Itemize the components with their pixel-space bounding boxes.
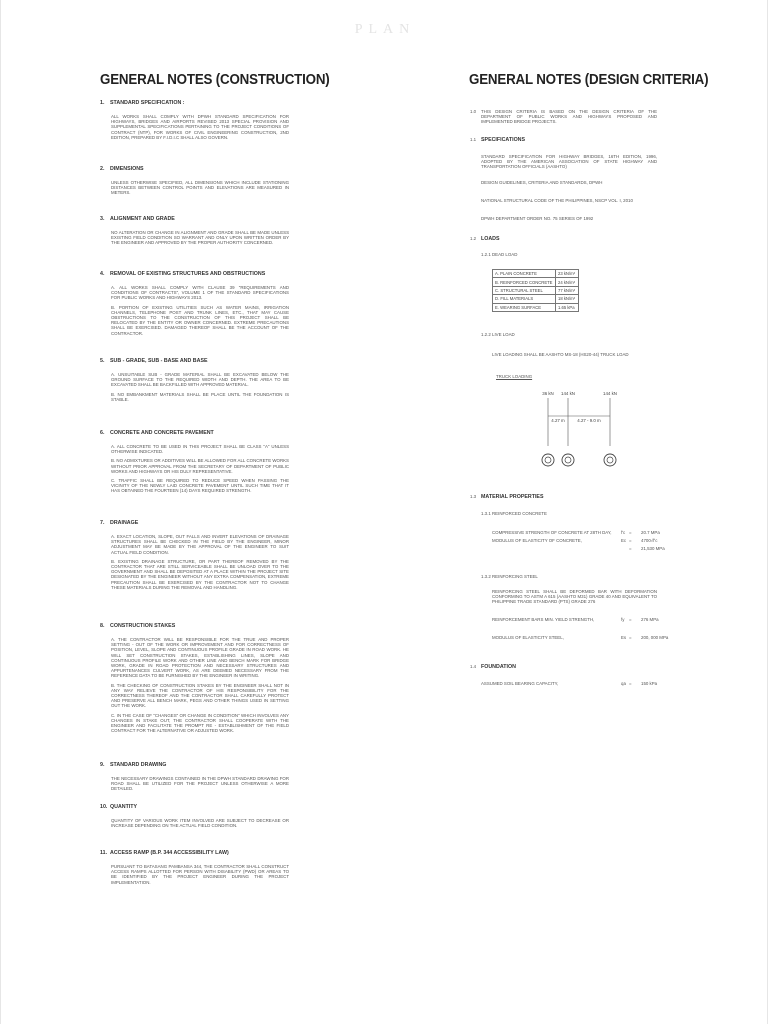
spec-item: DESIGN GUIDELINES, CRITERIA AND STANDARDS, DPWH xyxy=(481,180,603,185)
dead-load-num: 1.2.1 xyxy=(481,252,491,257)
construction-section-body xyxy=(111,180,289,200)
property-symbol: fy xyxy=(621,617,625,622)
material-properties-heading: MATERIAL PROPERTIES xyxy=(481,494,544,500)
dead-load-row xyxy=(493,270,579,278)
construction-section-body xyxy=(111,285,289,340)
section-paragraph: B. THE CHECKING OF CONSTRUCTION STAKES BY THE ENGINEER SHALL NOT IN ANY WAY RELIEVE THE CONTRACTOR OF HIS RESPONSIBILITY FOR THE CORRECTNESS THEREOF AND THE CONTRACTOR SHALL CAREFULLY PROTECT AND PRESERVE ALL BENCH MARK, PEGS AND OTHER THINGS USED IN SETTING OUT THE WORK. xyxy=(111,682,289,709)
construction-section-body xyxy=(111,637,289,737)
property-equals: = xyxy=(629,617,632,622)
plan-stamp: PLAN xyxy=(354,22,416,37)
axle-load-label: 144 kN xyxy=(561,391,575,396)
property-value: 276 MPa xyxy=(641,617,659,622)
construction-section-body xyxy=(111,534,289,594)
construction-section-heading xyxy=(100,216,175,222)
construction-section-body xyxy=(111,114,289,144)
section-title: CONSTRUCTION STAKES xyxy=(110,623,176,629)
criteria-1-1-num: 1.1 xyxy=(470,137,477,142)
section-number: 7. xyxy=(100,520,105,526)
design-criteria-column xyxy=(469,72,709,88)
truck-loading-diagram xyxy=(496,386,646,472)
axle-load-label: 144 kN xyxy=(603,391,617,396)
property-label: COMPRESSIVE STRENGTH OF CONCRETE AT 28TH DAY, xyxy=(492,530,612,535)
section-title: DIMENSIONS xyxy=(110,166,144,172)
dead-load-material: D. FILL MATERIALS xyxy=(493,295,556,303)
dead-load-value: 18 kN/m³ xyxy=(556,295,579,303)
dead-load-value: 23 kN/m³ xyxy=(556,270,579,278)
section-paragraph: A. ALL WORKS SHALL COMPLY WITH CLAUSE 39 "REQUIREMENTS AND CONDITIONS OF CONTRACTS", VOLUME 1 OF THE STANDARD SPECIFICATIONS FOR PUBLIC WORKS AND HIGHWAYS 2013. xyxy=(111,285,289,301)
construction-section-heading xyxy=(100,100,185,106)
dead-load-material: E. WEARING SURFACE xyxy=(493,303,556,311)
design-criteria-title: GENERAL NOTES (DESIGN CRITERIA) xyxy=(469,72,709,88)
section-number: 10. xyxy=(100,804,108,810)
property-symbol: f'c xyxy=(621,530,626,535)
construction-section-heading xyxy=(100,430,214,436)
steel-text: REINFORCING STEEL SHALL BE DEFORMED BAR WITH DEFORMATION CONFORMING TO ASTM A 615 (AASHTO M31) GRADE 40 AND EQUIVALENT TO PHILIPPINE TRADE STANDARD (PTS) GRADE 276 xyxy=(492,589,657,605)
construction-section-heading xyxy=(100,358,208,364)
section-number: 8. xyxy=(100,623,105,629)
section-paragraph: UNLESS OTHERWISE SPECIFIED, ALL DIMENSIONS WHICH INCLUDE STATIONING DISTANCES BETWEEN CONTROL POINTS AND ELEVATIONS ARE MEASURED IN METERS. xyxy=(111,180,289,196)
spec-item: NATIONAL STRUCTURAL CODE OF THE PHILIPPINES, NSCP VOL. I, 2010 xyxy=(481,198,633,203)
truck-loading-label: TRUCK LOADING xyxy=(496,374,533,379)
steel-label: REINFORCING STEEL xyxy=(492,574,538,579)
axle-spacing-label: 4.27 m xyxy=(551,418,565,423)
section-paragraph: ALL WORKS SHALL COMPLY WITH DPWH STANDARD SPECIFICATION FOR HIGHWAYS, BRIDGES AND AIRPORTS REVISED 2013 SPECIAL PROVISION AND SUPPLEMENTAL SPECIFICATIONS PERTAINING TO THE PROJECT CONDITIONS OF CONTRACT (NTP), FOR WORKS OF CIVIL ENGINEERING CONSTRUCTION, 2ND EDITION, PREPARED BY F.I.D.I.C SHALL ALSO GOVERN. xyxy=(111,114,289,140)
dead-load-row xyxy=(493,286,579,294)
section-paragraph: B. PORTION OF EXISTING UTILITIES SUCH AS WATER MAINS, IRRIGATION CHANNELS, TELEPHONE POST AND TRUNK LINES, ETC., THAT MAY CAUSE OBSTRUCTIONS TO THE CONSTRUCTION OF THIS PROJECT SHALL BE RELOCATED BY THE ENTITY OR OWNER CONCERNED. EXTREME PRECAUTIONS SHALL BE EXERCISED. DAMAGED THEREOF SHALL BE THE ACCOUNT OF THE CONTRACTOR. xyxy=(111,304,289,336)
criteria-1-2-num: 1.2 xyxy=(470,236,477,241)
section-title: CONCRETE AND CONCRETE PAVEMENT xyxy=(110,430,214,436)
construction-section-body xyxy=(111,818,289,832)
property-label: MODULUS OF ELASTICITY OF CONCRETE, xyxy=(492,538,582,543)
section-number: 2. xyxy=(100,166,105,172)
property-equals: = xyxy=(629,635,632,640)
section-paragraph: A. THE CONTRACTOR WILL BE RESPONSIBLE FOR THE TRUE AND PROPER SETTING - OUT OF THE WORK OR IMPROVEMENT AND FOR CORRECTNESS OF POSITION, LEVEL, SLOPE AND CONTINUOUS PROFILE GRADE IN ROAD WORK. HE WILL SET CONSTRUCTION STAKES, ESTABLISHING LINES, SLOPE AND CONTINUOUS PROFILE WORK AND OTHER LINE AND BENCH MARK FOR BRIDGE WORK, GRADE IN ROAD PROTECTION AND NECESSARY STRUCTURES AND APPURTENANCES CULVERT WORK, AS ARE DEEMED NECESSARY FROM THE REFERENCE DATA TO BE FURNISHED BY THE ENGINEER IN WRITING. xyxy=(111,637,289,679)
construction-section-heading xyxy=(100,804,137,810)
criteria-1-0-text: THIS DESIGN CRITERIA IS BASED ON THE DESIGN CRITERIA OF THE DEPARTMENT OF PUBLIC WORKS AND HIGHWAYS PROPOSED AND IMPLEMENTED BRIDGE PROJECTS. xyxy=(481,109,657,125)
construction-section-body xyxy=(111,864,289,889)
truck-wheel xyxy=(604,454,616,466)
foundation-heading: FOUNDATION xyxy=(481,664,516,670)
section-paragraph: A. ALL CONCRETE TO BE USED IN THIS PROJECT SHALL BE CLASS "A" UNLESS OTHERWISE INDICATED. xyxy=(111,444,289,455)
section-paragraph: B. EXISTING DRAINAGE STRUCTURE, OR PART THEREOF REMOVED BY THE CONTRACTOR THAT ARE STILL SERVICEABLE SHALL BE UNLOAD OVER TO THE GOVERNMENT AND SHALL BE DEPOSITED AT A PLACE WITHIN THE PROJECT SITE DESIGNATED BY THE ENGINEER WITHOUT ANY EXTRA COMPENSATION, EXTREME PRECAUTION SHALL BE EXERCISED BY THE CONTRACTOR NOT TO CHANGE THESE MATERIALS DURING THE REMOVAL AND HANDLING. xyxy=(111,558,289,590)
section-title: ACCESS RAMP (B.P. 344 ACCESSIBILITY LAW) xyxy=(110,850,229,856)
construction-section-heading xyxy=(100,850,229,856)
property-equals: = xyxy=(629,546,632,551)
dead-load-material: A. PLAIN CONCRETE xyxy=(493,270,556,278)
section-title: REMOVAL OF EXISTING STRUCTURES AND OBSTRUCTIONS xyxy=(110,271,266,277)
dead-load-value: 24 kN/m³ xyxy=(556,278,579,286)
section-paragraph: C. TRAFFIC SHALL BE REQUIRED TO REDUCE SPEED WHEN PASSING THE VICINITY OF THE NEWLY LAID CONCRETE PAVEMENT UNTIL SUCH TIME THAT IT HAS OBTAINED THE FOURTEEN (14) DAYS REQUIRED STRENGTH. xyxy=(111,478,289,494)
dead-load-row xyxy=(493,303,579,311)
spec-item: STANDARD SPECIFICATION FOR HIGHWAY BRIDGES, 16TH EDITION, 1996, ADOPTED BY THE AMERICAN ASSOCIATION OF STATE HIGHWAY AND TRANSPORTATION OFFICIALS (AASHTO) xyxy=(481,154,657,170)
section-number: 5. xyxy=(100,358,105,364)
section-paragraph: NO ALTERATION OR CHANGE IN ALIGNMENT AND GRADE SHALL BE MADE UNLESS EXISTING FIELD CONDITION SO WARRANT AND ONLY UPON WRITTEN ORDER BY THE ENGINEER AND APPROVED BY THE PROPER AUTHORITY CONCERNED. xyxy=(111,230,289,246)
live-load-text: LIVE LOADING SHALL BE AASHTO MS-18 (HS20-44) TRUCK LOAD xyxy=(492,352,629,357)
construction-notes-column xyxy=(100,72,330,88)
construction-section-body xyxy=(111,444,289,498)
construction-section-body xyxy=(111,776,289,796)
axle-spacing-label: 4.27 - 9.0 m xyxy=(577,418,601,423)
property-value: 150 kPa xyxy=(641,681,658,686)
section-number: 3. xyxy=(100,216,105,222)
section-number: 4. xyxy=(100,271,105,277)
section-number: 11. xyxy=(100,850,108,856)
section-title: STANDARD DRAWING xyxy=(110,762,167,768)
specifications-heading: SPECIFICATIONS xyxy=(481,137,526,143)
property-equals: = xyxy=(629,681,632,686)
construction-section-body xyxy=(111,372,289,406)
section-paragraph: QUANTITY OF VARIOUS WORK ITEM INVOLVED ARE SUBJECT TO DECREASE OR INCREASE DEPENDING ON THE ACTUAL FIELD CONDITION. xyxy=(111,818,289,829)
steel-num: 1.3.2 xyxy=(481,574,491,579)
truck-diagram-svg xyxy=(496,386,646,472)
section-title: QUANTITY xyxy=(110,804,138,810)
section-number: 6. xyxy=(100,430,105,436)
section-title: STANDARD SPECIFICATION : xyxy=(110,100,185,106)
property-value: 21,530 MPa xyxy=(641,546,665,551)
section-paragraph: A. EXACT LOCATION, SLOPE, OUT FALLS AND INVERT ELEVATIONS OF DRAINAGE STRUCTURES SHALL BE CHECKED IN THE FIELD BY THE ENGINEER, MINOR ADJUSTMENT MAY BE MADE BY THE APPROVAL OF THE ENGINEER TO SUIT ACTUAL FIELD CONDITION. xyxy=(111,534,289,555)
property-label: MODULUS OF ELASTICITY STEEL, xyxy=(492,635,564,640)
criteria-1-0-num: 1.0 xyxy=(470,109,477,114)
construction-notes-title: GENERAL NOTES (CONSTRUCTION) xyxy=(100,72,330,88)
property-label: ASSUMED SOIL BEARING CAPACITY, xyxy=(481,681,559,686)
dead-load-row xyxy=(493,295,579,303)
spec-item: DPWH DEPARTMENT ORDER NO. 75 SERIES OF 1992 xyxy=(481,216,594,221)
concrete-label: REINFORCED CONCRETE xyxy=(492,511,547,516)
section-number: 1. xyxy=(100,100,105,106)
live-load-label: LIVE LOAD xyxy=(492,332,515,337)
axle-load-label: 36 kN xyxy=(542,391,554,396)
criteria-1-3-num: 1.3 xyxy=(470,494,477,499)
section-title: SUB - GRADE, SUB - BASE AND BASE xyxy=(110,358,208,364)
truck-wheel xyxy=(542,454,554,466)
truck-wheel xyxy=(562,454,574,466)
dead-load-value: 77 kN/m³ xyxy=(556,286,579,294)
property-value: 4700√f'c xyxy=(641,538,658,543)
section-number: 9. xyxy=(100,762,105,768)
construction-section-heading xyxy=(100,166,144,172)
dead-load-material: B. REINFORCED CONCRETE xyxy=(493,278,556,286)
section-paragraph: B. NO EMBANKMENT MATERIALS SHALL BE PLACE UNTIL THE FOUNDATION IS STABLE. xyxy=(111,391,289,402)
dead-load-row xyxy=(493,278,579,286)
property-label: REINFORCEMENT BARS MIN. YIELD STRENGTH, xyxy=(492,617,595,622)
construction-section-body xyxy=(111,230,289,250)
criteria-1-4-num: 1.4 xyxy=(470,664,477,669)
construction-section-heading xyxy=(100,623,175,629)
property-equals: = xyxy=(629,530,632,535)
loads-heading: LOADS xyxy=(481,236,500,242)
property-symbol: qa xyxy=(621,681,626,686)
section-title: DRAINAGE xyxy=(110,520,139,526)
section-paragraph: THE NECESSARY DRAWINGS CONTAINED IN THE DPWH STANDARD DRAWING FOR ROAD SHALL BE UTILIZED FOR THE PROJECT UNLESS OTHERWISE A MORE DETAILED. xyxy=(111,776,289,792)
property-value: 200, 000 MPa xyxy=(641,635,669,640)
dead-load-value: 1.65 kPa xyxy=(556,303,579,311)
construction-section-heading xyxy=(100,271,265,277)
section-title: ALIGNMENT AND GRADE xyxy=(110,216,175,222)
construction-section-heading xyxy=(100,762,166,768)
property-equals: = xyxy=(629,538,632,543)
section-paragraph: A. UNSUITABLE SUB - GRADE MATERIAL SHALL BE EXCAVATED BELOW THE GROUND SURFACE TO THE REQUIRED WIDTH AND DEPTH. THE AREA TO BE EXCAVATED SHALL BE BACKFILLED WITH APPROVED MATERIAL. xyxy=(111,372,289,388)
section-paragraph: B. NO ADMIXTURES OR ADDITIVES WILL BE ALLOWED FOR ALL CONCRETE WORKS WITHOUT PRIOR APPROVAL FROM THE SECRETARY OF DEPARTMENT OF PUBLIC WORKS AND HIGHWAYS OR HIS DULY REPRESENTATIVE. xyxy=(111,458,289,474)
dead-load-table xyxy=(492,269,579,312)
section-paragraph: C. IN THE CASE OF "CHANGES" OR CHANGE IN CONDITION" WHICH INVOLVES ANY CHANGES IN STAKE OUT, THE CONTRACTOR SHALL COOPERATE WITH THE ENGINEER AND FACILITATE THE PROMPT RE - ESTABLISHMENT OF THE FIELD CONTRACT FOR THE ALTERNATIVE OR ADJUSTED WORK. xyxy=(111,712,289,734)
dead-load-label: DEAD LOAD xyxy=(492,252,518,257)
concrete-num: 1.3.1 xyxy=(481,511,491,516)
property-symbol: Ec xyxy=(621,538,627,543)
live-load-num: 1.2.2 xyxy=(481,332,491,337)
dead-load-material: C. STRUCTURAL STEEL xyxy=(493,286,556,294)
section-paragraph: PURSUANT TO BATASANG PAMBANSA 344, THE CONTRACTOR SHALL CONSTRUCT ACCESS RAMPS ALLOTTED FOR PERSON WITH DISABILITY (PWD) OR AREAS TO BE IDENTIFIED BY THE PROJECT ENGINEER DURING THE PROJECT IMPLEMENTATION. xyxy=(111,864,289,885)
property-value: 20.7 MPa xyxy=(641,530,660,535)
property-symbol: Es xyxy=(621,635,627,640)
construction-section-heading xyxy=(100,520,138,526)
